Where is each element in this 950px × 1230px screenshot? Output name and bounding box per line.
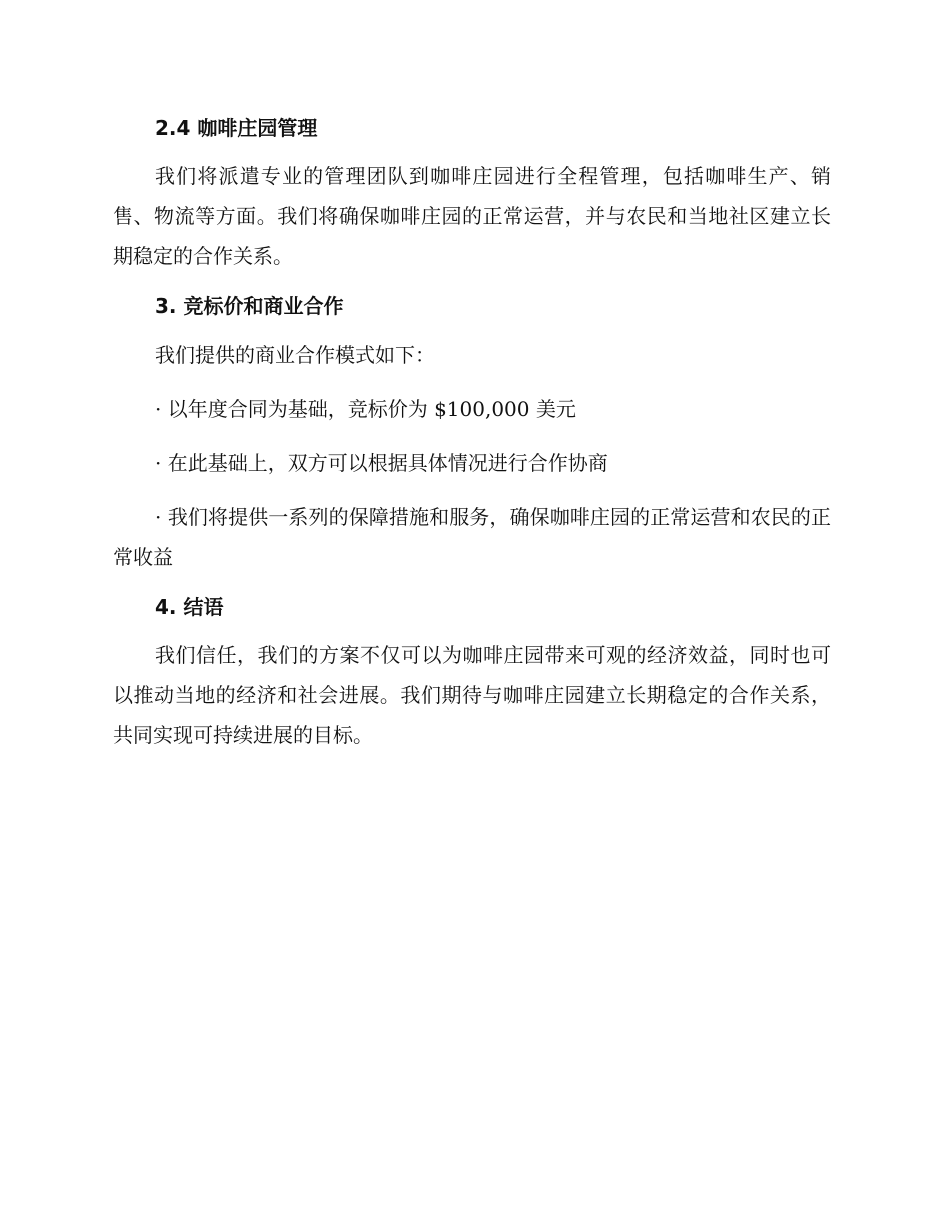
- list-item: · 在此基础上，双方可以根据具体情况进行合作协商: [155, 451, 608, 475]
- list-item: · 我们将提供一系列的保障措施和服务，确保咖啡庄园的正常运营和农民的正常收益: [113, 505, 831, 569]
- paragraph-conclusion: 我们信任，我们的方案不仅可以为咖啡庄园带来可观的经济效益，同时也可以推动当地的经济和社会进展。我们期待与咖啡庄园建立长期稳定的合作关系，共同实现可持续进展的目标。: [113, 643, 831, 747]
- list-item: · 以年度合同为基础，竞标价为 $100,000 美元: [155, 397, 576, 421]
- heading-coffee-estate-management: 2.4 咖啡庄园管理: [155, 116, 318, 140]
- paragraph-cooperation-intro: 我们提供的商业合作模式如下：: [155, 343, 435, 367]
- heading-conclusion: 4. 结语: [155, 595, 224, 619]
- heading-bid-and-cooperation: 3. 竞标价和商业合作: [155, 294, 344, 318]
- paragraph-management: 我们将派遣专业的管理团队到咖啡庄园进行全程管理，包括咖啡生产、销售、物流等方面。我们将确保咖啡庄园的正常运营，并与农民和当地社区建立长期稳定的合作关系。: [113, 164, 831, 268]
- document-body: [113, 112, 831, 755]
